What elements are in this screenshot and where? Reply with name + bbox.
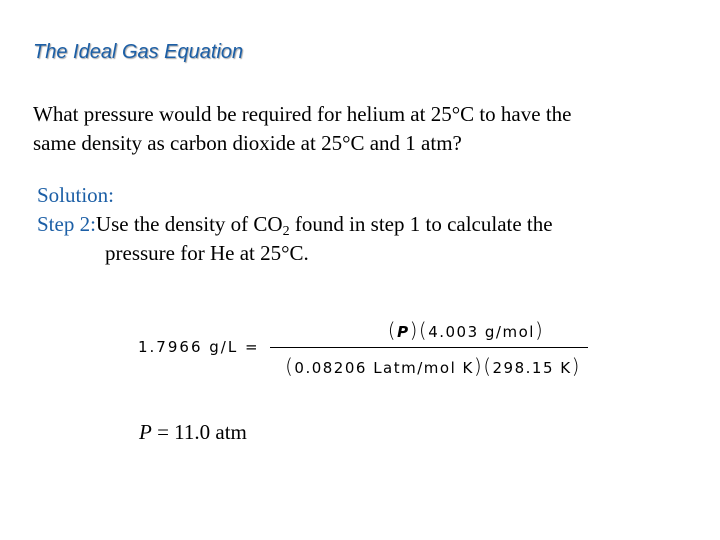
density-equation xyxy=(138,316,598,382)
question-text xyxy=(33,100,693,158)
question-line-2: same density as carbon dioxide at 25°C and 1 atm? xyxy=(33,131,462,155)
step-line-2: pressure for He at 25°C. xyxy=(105,241,309,265)
fraction-bar xyxy=(270,347,588,348)
answer-variable: P xyxy=(139,420,152,444)
temperature-value: 298.15 K xyxy=(492,359,572,377)
pressure-variable: P xyxy=(397,323,410,341)
molar-mass-value: 4.003 g/mol xyxy=(428,323,535,341)
answer-value: = 11.0 atm xyxy=(151,420,247,444)
step-subscript: 2 xyxy=(282,224,290,239)
gas-constant-value: 0.08206 Latm/mol K xyxy=(294,359,474,377)
page-title: The Ideal Gas Equation xyxy=(33,41,244,63)
question-line-1: What pressure would be required for helium at 25°C to have the xyxy=(33,102,572,126)
equation-denominator: (0.08206 Latm/mol K)(298.15 K) xyxy=(285,354,581,378)
step-text-b: found in step 1 to calculate the xyxy=(289,212,553,236)
solution-block xyxy=(37,181,697,268)
equation-lhs: 1.7966 g/L = xyxy=(138,338,260,356)
equation-numerator: (P)(4.003 g/mol) xyxy=(387,318,545,342)
answer-text xyxy=(139,420,247,445)
step-text-a: Use the density of CO xyxy=(95,212,283,236)
solution-label: Solution: xyxy=(37,183,115,207)
step-label: Step 2: xyxy=(37,212,96,236)
step-line-1 xyxy=(37,210,697,239)
